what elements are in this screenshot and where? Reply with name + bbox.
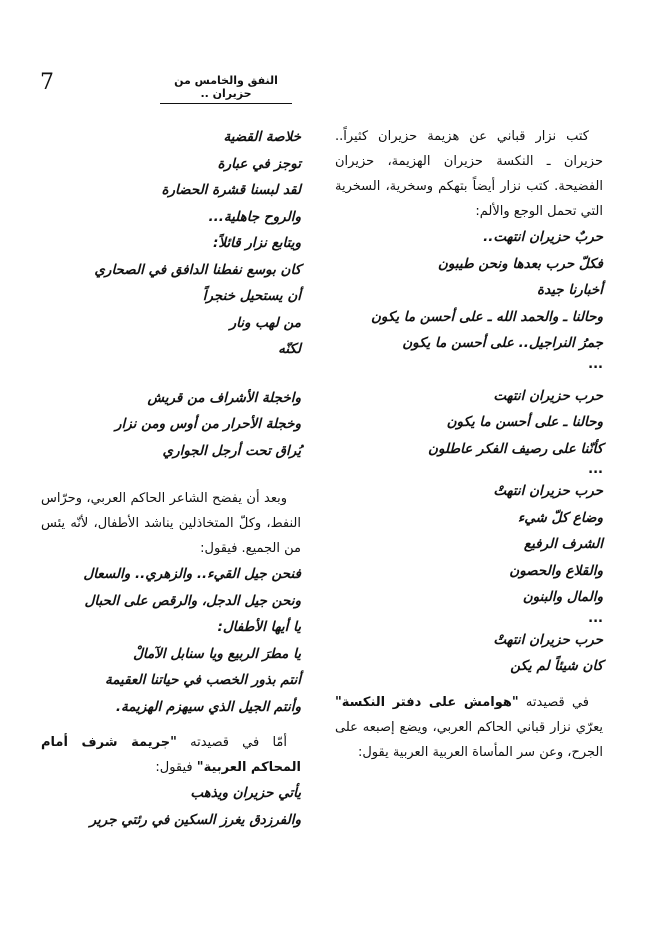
verse-line: حربٌ حزيران انتهت.. [483, 229, 603, 245]
verse-line: أن يستحيل خنجراً [202, 288, 301, 304]
verse-line: والروح جاهلية... [208, 208, 301, 225]
poem-title: "جريمة شرف أمام المحاكم العربية" [41, 735, 301, 775]
verse-line: يأتي حزيران ويذهب [190, 785, 301, 801]
commentary-prefix: في قصيدته [525, 694, 589, 710]
ellipsis: ... [588, 356, 603, 372]
verse-line: يا مطرَ الربيع ويا سنابل الآمالْ [133, 645, 301, 662]
ellipsis: ... [588, 610, 603, 626]
poem-intro-prefix: أمّا في قصيدته [190, 735, 287, 750]
stanza-5 [41, 124, 301, 363]
verse-line: وأنتم الجيل الذي سيهزم الهزيمة. [115, 698, 301, 715]
intro-paragraph: كتب نزار قباني عن هزيمة حزيران كثيراً.. حزيران ـ النكسة حزيران الهزيمة، حزيران الفضيحة. كتب نزار أيضاً بتهكم وسخرية، السخرية التي تحمل الوجع والألم: [335, 129, 603, 219]
poem-title: "هوامش على دفتر النكسة" [335, 694, 519, 710]
verse-line: وحالنا ـ والحمد الله ـ على أحسن ما يكون [371, 308, 603, 325]
verse-line: كأنّنا على رصيف الفكر عاطلون [428, 440, 603, 457]
verse-line: يُراق تحت أرجل الجواري [162, 442, 301, 459]
right-column [335, 124, 603, 765]
verse-line: والفرزدق يغرز السكين في رئتي جرير [89, 811, 301, 828]
verse-line: حرب حزيران انتهتْ [493, 631, 603, 648]
verse-line: ونحن جيل الدجل، والرقص على الحبال [84, 592, 301, 609]
left-column [41, 124, 301, 833]
stanza-4 [335, 627, 603, 680]
stanza-8 [41, 780, 301, 833]
verse-line: خلاصة القضية [223, 129, 301, 145]
verse-line: جمرُ النراجيل.. على أحسن ما يكون [402, 335, 603, 351]
verse-line: ويتابع نزار قائلاً: [212, 235, 301, 251]
verse-line: أخبارنا جيدة [537, 282, 603, 298]
stanza-3 [335, 478, 603, 611]
verse-line: من لهب ونار [229, 314, 301, 331]
commentary-paragraph [335, 690, 603, 765]
verse-line: وضاع كلّ شيء [517, 509, 603, 526]
verse-line: والمال والبنون [522, 589, 603, 605]
stanza-7 [41, 561, 301, 720]
verse-line: حرب حزيران انتهتْ [493, 483, 603, 499]
verse-line: حرب حزيران انتهت [493, 387, 603, 404]
verse-line: يا أيها الأطفال: [217, 619, 301, 635]
verse-line: أنتم بذور الخصب في حياتنا العقيمة [105, 672, 301, 688]
verse-line: فنحن جيل القيء.. والزهري.. والسعال [83, 566, 301, 582]
poem-intro-suffix: فيقول: [155, 760, 193, 775]
verse-line: وخجلة الأحرار من أوس ومن نزار [114, 416, 301, 432]
verse-line: لكنّه [278, 341, 301, 357]
verse-line: فكلّ حرب بعدها ونحن طيبون [437, 255, 603, 272]
commentary-text: يعرّي نزار قباني الحاكم العربي، ويضع إصبعه على الجرح، وعن سر المأساة العربية العربية يقول: [335, 719, 603, 760]
stanza-6 [41, 385, 301, 465]
stanza-2 [335, 383, 603, 463]
transition-paragraph: وبعد أن يفضح الشاعر الحاكم العربي، وحرّاس النفط، وكلّ المتخاذلين يناشد الأطفال، لأنّه يئس من الجميع. فيقول: [41, 491, 301, 556]
verse-line: كان شيئاً لم يكن [510, 658, 603, 674]
verse-line: وحالنا ـ على أحسن ما يكون [446, 414, 603, 430]
verse-line: واخجلة الأشراف من قريش [147, 389, 301, 406]
running-title: النفق والخامس من حزيران .. [160, 74, 292, 104]
stanza-1 [335, 224, 603, 357]
verse-line: والقلاع والحصون [509, 562, 603, 579]
verse-line: لقد لبسنا قشرة الحضارة [161, 182, 301, 198]
ellipsis: ... [588, 462, 603, 477]
verse-line: توجز في عبارة [217, 155, 301, 172]
page-number: 7 [40, 70, 54, 95]
verse-line: الشرف الرفيع [523, 536, 603, 552]
verse-line: كان بوسع نفطنا الدافق في الصحاري [94, 261, 301, 278]
poem-intro-paragraph [41, 730, 301, 780]
